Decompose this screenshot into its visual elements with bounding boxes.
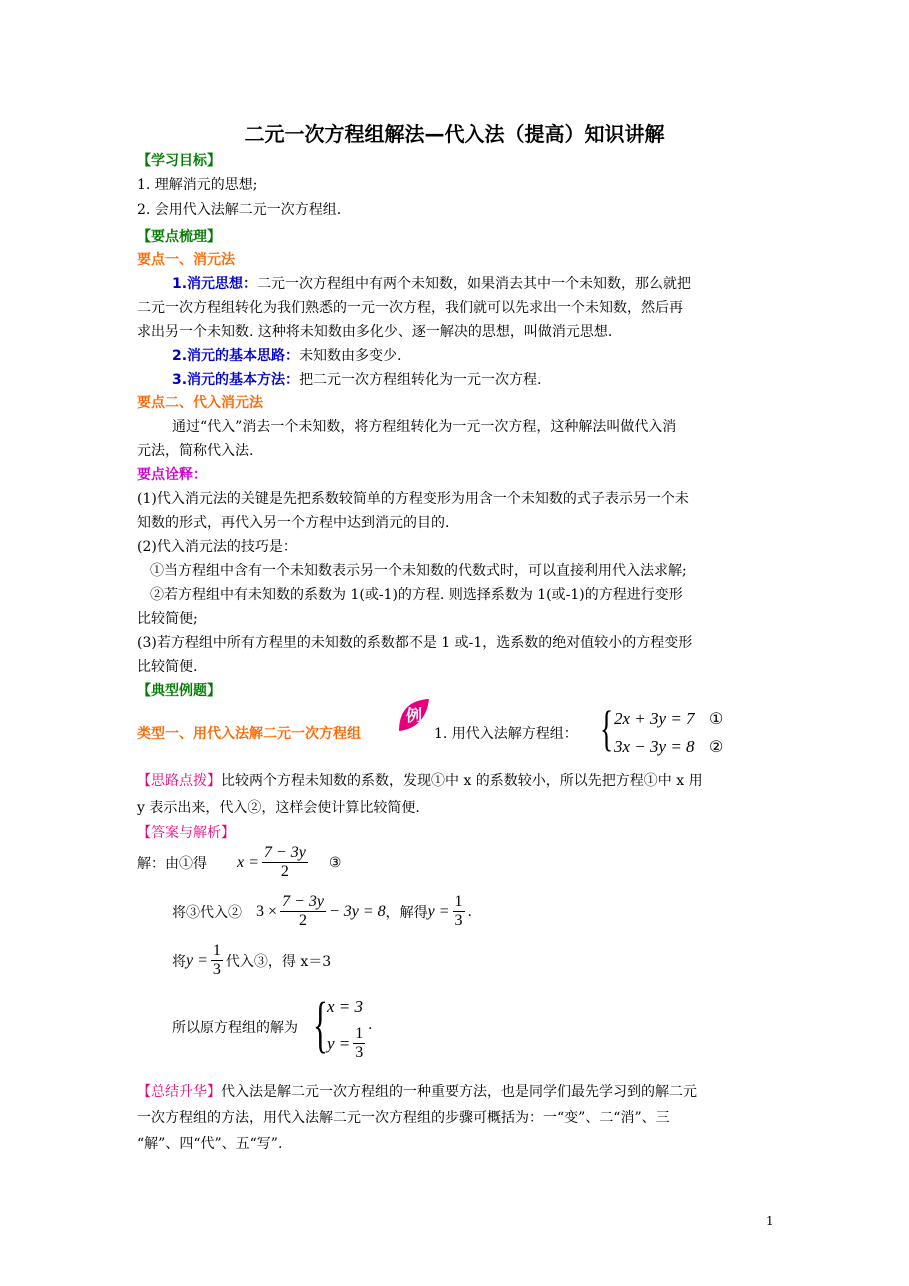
point1-item1-line3: 求出另一个未知数. 这种将未知数由多化少、逐一解决的思想，叫做消元思想. bbox=[137, 324, 613, 340]
type1-heading: 类型一、用代入法解二元一次方程组 bbox=[137, 726, 361, 742]
explain-2a: ①当方程组中含有一个未知数表示另一个未知数的代数式时，可以直接利用代入法求解; bbox=[150, 563, 687, 579]
hint-line1 bbox=[137, 770, 703, 790]
fraction-4-den: 3 bbox=[212, 961, 221, 978]
explain-1-line2: 知数的形式，再代入另一个方程中达到消元的目的. bbox=[137, 515, 450, 531]
point1-item1 bbox=[172, 273, 691, 293]
fraction-5-den: 3 bbox=[355, 1044, 364, 1061]
equation-2: 3x − 3y = 8 bbox=[614, 737, 695, 756]
explain-3-line1: (3)若方程组中所有方程里的未知数的系数都不是 1 或-1，选系数的绝对值较小的方程变形 bbox=[137, 635, 693, 651]
fraction-5 bbox=[353, 1025, 365, 1062]
final-period: . bbox=[368, 1017, 373, 1033]
fraction-2 bbox=[280, 893, 326, 930]
final-text: 所以原方程组的解为 bbox=[172, 1020, 298, 1036]
page-number: 1 bbox=[766, 1214, 774, 1228]
point2-line2: 元法，简称代入法. bbox=[137, 443, 254, 459]
point2-heading: 要点二、代入消元法 bbox=[137, 395, 263, 411]
fraction-4-num: 1 bbox=[212, 942, 221, 959]
solution-step1 bbox=[137, 844, 341, 881]
equation-1-tag: ① bbox=[709, 709, 724, 728]
examples-heading: 【典型例题】 bbox=[137, 683, 221, 699]
example-badge-char: 例 bbox=[405, 706, 423, 725]
substitute-rest: − 3y = 8 bbox=[328, 902, 386, 920]
substitute2-post: 代入③，得 x＝3 bbox=[225, 953, 332, 970]
points-heading: 【要点梳理】 bbox=[137, 229, 221, 245]
goal-2: 2. 会用代入法解二元一次方程组. bbox=[137, 202, 342, 218]
goals-heading: 【学习目标】 bbox=[137, 153, 221, 169]
point1-item2 bbox=[172, 345, 402, 365]
y-equals: y = bbox=[427, 902, 450, 920]
explain-2b-line2: 比较简便; bbox=[137, 611, 198, 627]
solution-intro: 解：由①得 bbox=[137, 855, 207, 872]
point1-item1-label: 1.消元思想： bbox=[172, 276, 258, 292]
period: . bbox=[467, 903, 472, 920]
solution-step3 bbox=[172, 942, 331, 979]
fraction-5-num: 1 bbox=[355, 1025, 364, 1042]
fraction-3-num: 1 bbox=[454, 893, 463, 910]
hint-text: 比较两个方程未知数的系数，发现①中 x 的系数较小，所以先把方程①中 x 用 bbox=[221, 773, 703, 789]
solution-tag-3: ③ bbox=[328, 854, 342, 871]
substitute-text: 将③代入② bbox=[172, 904, 242, 921]
explain-2b-line1: ②若方程组中有未知数的系数为 1(或-1)的方程. 则选择系数为 1(或-1)的方程进行变形 bbox=[150, 587, 683, 603]
point1-item3 bbox=[172, 369, 542, 389]
hint-label: 【思路点拨】 bbox=[137, 773, 221, 789]
point1-item1-text: 二元一次方程组中有两个未知数，如果消去其中一个未知数，那么就把 bbox=[257, 276, 692, 292]
solution-step2 bbox=[172, 893, 472, 930]
summary-line3: “解”、四“代”、五“写”. bbox=[137, 1136, 283, 1152]
example-badge-icon bbox=[395, 697, 431, 733]
substitute2-y: y = bbox=[186, 951, 208, 969]
substitute-3x: 3 × bbox=[256, 902, 278, 920]
equation-2-tag: ② bbox=[709, 737, 724, 756]
final-brace: { bbox=[313, 991, 328, 1059]
summary-text: 代入法是解二元一次方程组的一种重要方法，也是同学们最先学习到的解二元 bbox=[221, 1084, 697, 1100]
explain-heading: 要点诠释： bbox=[137, 467, 207, 483]
fraction-3-den: 3 bbox=[454, 912, 463, 929]
fraction-1-num: 7 − 3y bbox=[263, 844, 306, 861]
substitute2-pre: 将 bbox=[172, 953, 186, 970]
explain-2: (2)代入消元法的技巧是： bbox=[137, 539, 297, 555]
final-y: y = bbox=[327, 1033, 351, 1053]
answer-label: 【答案与解析】 bbox=[137, 825, 235, 841]
document-title: 二元一次方程组解法—代入法（提高）知识讲解 bbox=[244, 122, 665, 146]
solve-text: ，解得 bbox=[385, 904, 428, 921]
fraction-2-num: 7 − 3y bbox=[282, 893, 324, 910]
final-y-row bbox=[327, 1025, 368, 1062]
question-1: 1. 用代入法解方程组： bbox=[434, 726, 578, 742]
point1-item3-text: 把二元一次方程组转化为一元一次方程. bbox=[299, 372, 542, 388]
summary-line2: 一次方程组的方法，用代入法解二元一次方程组的步骤可概括为：一“变”、二“消”、三 bbox=[137, 1110, 670, 1126]
hint-line2: y 表示出来，代入②，这样会使计算比较简便. bbox=[137, 800, 420, 816]
final-x: x = 3 bbox=[327, 997, 364, 1016]
point1-item3-label: 3.消元的基本方法： bbox=[172, 372, 300, 388]
point1-item2-label: 2.消元的基本思路： bbox=[172, 348, 300, 364]
summary-label: 【总结升华】 bbox=[137, 1084, 221, 1100]
fraction-3 bbox=[453, 893, 465, 930]
system-brace: { bbox=[600, 700, 614, 756]
explain-3-line2: 比较简便. bbox=[137, 659, 198, 675]
point1-item2-text: 未知数由多变少. bbox=[299, 348, 402, 364]
equation-1: 2x + 3y = 7 bbox=[614, 709, 695, 728]
point1-heading: 要点一、消元法 bbox=[137, 252, 235, 268]
point1-item1-line2: 二元一次方程组转化为我们熟悉的一元一次方程，我们就可以先求出一个未知数，然后再 bbox=[137, 300, 683, 316]
summary-line1 bbox=[137, 1081, 697, 1101]
fraction-2-den: 2 bbox=[298, 912, 307, 929]
goal-1: 1. 理解消元的思想; bbox=[137, 177, 258, 193]
point2-line1: 通过“代入”消去一个未知数，将方程组转化为一元一次方程，这种解法叫做代入消 bbox=[172, 419, 677, 435]
explain-1-line1: (1)代入消元法的关键是先把系数较简单的方程变形为用含一个未知数的式子表示另一个未 bbox=[137, 491, 689, 507]
fraction-1-den: 2 bbox=[280, 863, 289, 880]
fraction-1 bbox=[262, 844, 308, 881]
fraction-4 bbox=[211, 942, 223, 979]
solution-x-lhs: x = bbox=[237, 853, 259, 871]
